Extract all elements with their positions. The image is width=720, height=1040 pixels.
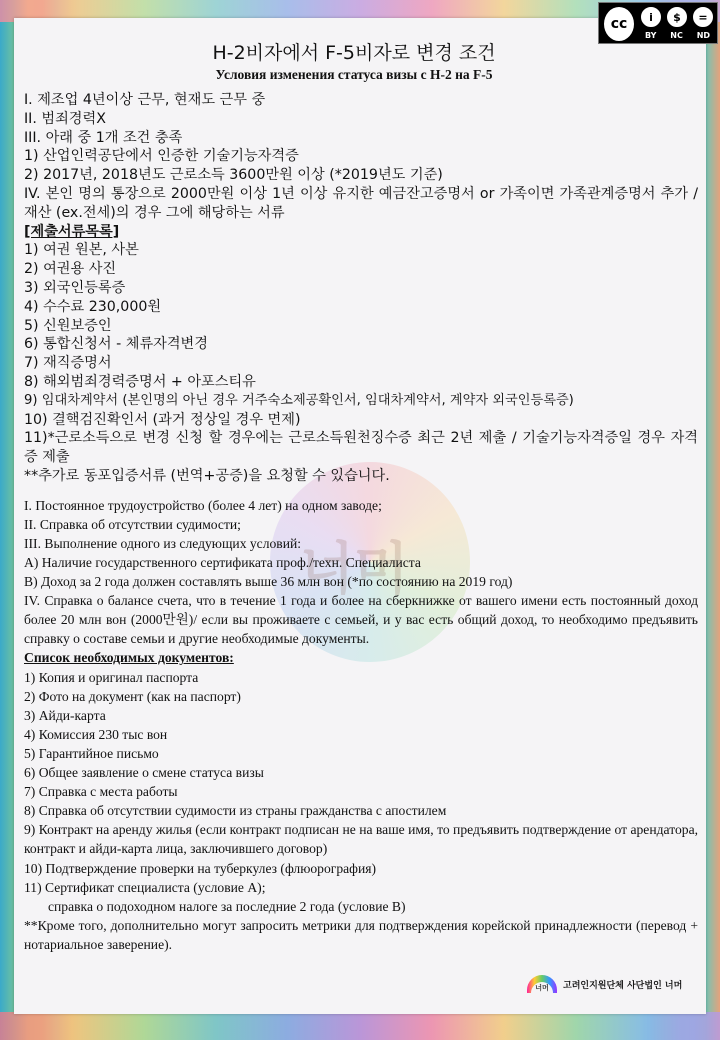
ko-list-item: 10) 결핵검진확인서 (과거 정상일 경우 면제) bbox=[24, 411, 301, 428]
ko-list-item: 7) 재직증명서 bbox=[24, 355, 112, 372]
ru-list-item: 5) Гарантийное письмо bbox=[24, 745, 159, 761]
cc-icon: cc bbox=[602, 5, 636, 43]
ru-list-item: справка о подоходном налоге за последние 2 года (условие В) bbox=[48, 898, 406, 914]
cc-license-badge[interactable] bbox=[598, 2, 718, 44]
ru-documents-heading: Список необходимых документов: bbox=[24, 650, 234, 666]
ru-list-item: 10) Подтверждение проверки на туберкулез (флюорография) bbox=[24, 860, 377, 876]
korean-section bbox=[24, 91, 698, 486]
ko-line: I. 제조업 4년이상 근무, 현재도 근무 중 bbox=[24, 92, 266, 108]
ru-line: IV. Справка о балансе счета, что в течение 1 года и более на сберкнижке от вашего имени есть постоянный доход более 20 млн вон (2000만원)/ если вы проживаете с семьей, и у вас есть общий доход, то необходимо предъявить справку о составе семьи и другие необходимые документы. bbox=[24, 593, 698, 647]
organization-name: 고려인지원단체 사단법인 너머 bbox=[563, 980, 683, 991]
ru-line: А) Наличие государственного сертификата проф./техн. Специалиста bbox=[24, 555, 421, 571]
ru-list-item: 1) Копия и оригинал паспорта bbox=[24, 669, 199, 685]
ru-list-item: 4) Комиссия 230 тыс вон bbox=[24, 726, 168, 742]
ko-list-item: 3) 외국인등록증 bbox=[24, 279, 126, 296]
ru-list-item: 2) Фото на документ (как на паспорт) bbox=[24, 688, 241, 704]
ko-line: II. 범죄경력X bbox=[24, 110, 106, 127]
ru-line: II. Справка об отсутствии судимости; bbox=[24, 516, 241, 532]
organization-logo-icon bbox=[527, 975, 557, 993]
ru-note: **Кроме того, дополнительно могут запросить метрики для подтверждения корейской принадлежности (перевод + нотариальное заверение). bbox=[24, 917, 698, 952]
attribution-icon: i bbox=[640, 6, 662, 28]
page-title-korean: H-2비자에서 F-5비자로 변경 조건 bbox=[212, 42, 496, 64]
ko-list-item: 6) 통합신청서 - 체류자격변경 bbox=[24, 336, 208, 353]
ko-list-item: 1) 여권 원본, 사본 bbox=[24, 242, 139, 259]
noderivatives-icon: = bbox=[692, 6, 714, 28]
ko-documents-heading: [제출서류목록] bbox=[24, 223, 120, 240]
ru-list-item: 9) Контракт на аренду жилья (если контракт подписан не на ваше имя, то предъявить подтверждение от арендатора, контракт и айди-карта лица, заключившего договор) bbox=[24, 822, 698, 857]
russian-section bbox=[24, 496, 698, 954]
ru-list-item: 3) Айди-карта bbox=[24, 707, 106, 723]
ko-list-item: 8) 해외범죄경력증명서 + 아포스티유 bbox=[24, 373, 256, 390]
ko-list-item: 5) 신원보증인 bbox=[24, 317, 112, 334]
rainbow-border-bottom bbox=[0, 1012, 720, 1040]
ru-list-item: 6) Общее заявление о смене статуса визы bbox=[24, 765, 264, 781]
ko-list-item: 4) 수수료 230,000원 bbox=[24, 298, 162, 315]
logo-text: 너머 bbox=[531, 982, 553, 993]
ru-line: I. Постоянное трудоустройство (более 4 лет) на одном заводе; bbox=[24, 497, 382, 513]
nc-label: NC bbox=[670, 31, 683, 40]
nd-label: ND bbox=[696, 31, 711, 40]
ko-line: III. 아래 중 1개 조건 충족 bbox=[24, 129, 183, 146]
watermark-text: 너머 bbox=[300, 537, 409, 602]
ru-line: В) Доход за 2 года должен составлять выше 36 млн вон (*по состоянию на 2019 год) bbox=[24, 574, 513, 590]
ko-list-item: 9) 임대차계약서 (본인명의 아닌 경우 거주숙소제공확인서, 임대차계약서, 계약자 외국인등록증) bbox=[24, 392, 574, 408]
ko-line: 2) 2017년, 2018년도 근로소득 3600만원 이상 (*2019년도 기준) bbox=[24, 167, 443, 184]
by-label: BY bbox=[644, 31, 657, 40]
ko-line: 1) 산업인력공단에서 인증한 기술기능자격증 bbox=[24, 148, 299, 165]
ko-list-item: 2) 여권용 사진 bbox=[24, 261, 117, 278]
ru-line: III. Выполнение одного из следующих условий: bbox=[24, 535, 302, 551]
noncommercial-icon: $ bbox=[666, 6, 688, 28]
document-content bbox=[24, 38, 698, 954]
ru-list-item: 11) Сертификат специалиста (условие А); bbox=[24, 879, 266, 895]
organization-footer bbox=[527, 975, 682, 993]
ko-list-item: 11)*근로소득으로 변경 신청 할 경우에는 근로소득원천징수증 최근 2년 제출 / 기술기능자격증일 경우 자격증 제출 bbox=[24, 430, 698, 466]
ru-list-item: 7) Справка с места работы bbox=[24, 784, 178, 800]
page-title-russian: Условия изменения статуса визы с H-2 на F-5 bbox=[215, 67, 493, 82]
ru-list-item: 8) Справка об отсутствии судимости из страны гражданства с апостилем bbox=[24, 803, 447, 819]
ko-line: IV. 본인 명의 통장으로 2000만원 이상 1년 이상 유지한 예금잔고증명서 or 가족이면 가족관계증명서 추가 / 재산 (ex.전세)의 경우 그에 해당하는 서류 bbox=[24, 185, 698, 221]
ko-note: **추가로 동포입증서류 (번역+공증)을 요청할 수 있습니다. bbox=[24, 467, 390, 484]
